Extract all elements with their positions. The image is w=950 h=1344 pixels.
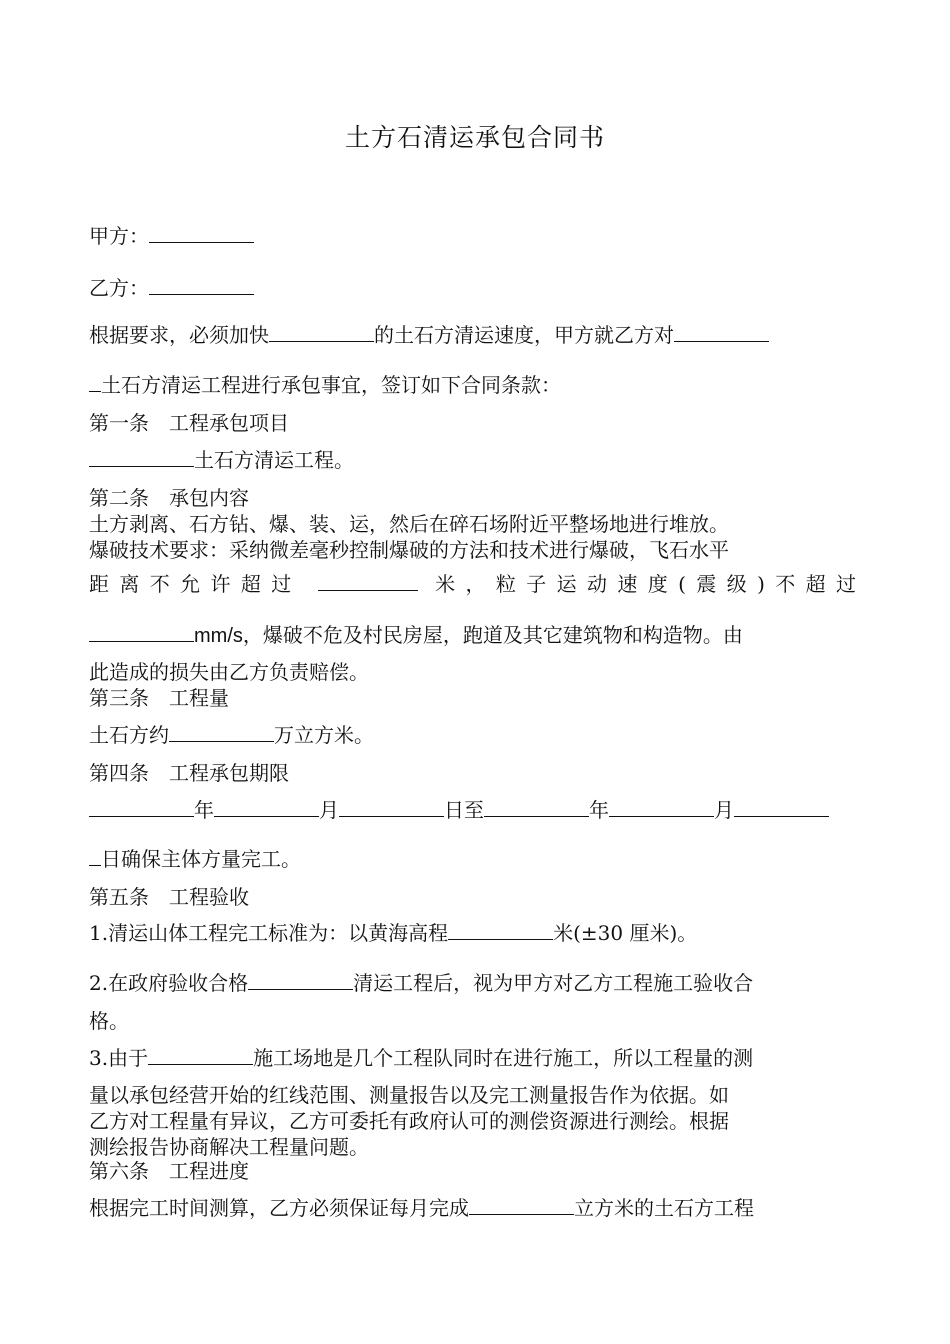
blank-particle-velocity	[89, 623, 194, 642]
blank-end-year	[484, 798, 589, 817]
intro-text-1a: 根据要求，必须加快	[89, 323, 269, 347]
article-5-item-2-cont: 格。	[89, 1009, 129, 1033]
article-5-text-2a: 2.在政府验收合格	[89, 971, 249, 995]
document-title: 土方石清运承包合同书	[344, 123, 605, 152]
article-2-text-3a: 距离不允许超过	[89, 572, 302, 596]
blank-intro-1	[269, 323, 374, 342]
blank-site	[148, 1046, 253, 1065]
article-4-title: 第四条 工程承包期限	[89, 761, 289, 785]
article-3-title: 第三条 工程量	[89, 686, 229, 710]
article-2-line-5: 此造成的损失由乙方负责赔偿。	[89, 660, 369, 684]
article-6-text-b: 立方米的土石方工程	[574, 1196, 754, 1220]
article-2-line-2: 爆破技术要求：采纳微差毫秒控制爆破的方法和技术进行爆破，飞石水平	[89, 538, 729, 562]
article-5-text-3a: 3.由于	[89, 1046, 149, 1070]
label-year-2: 年	[589, 798, 609, 822]
blank-end-month	[609, 798, 714, 817]
article-6-text-a: 根据完工时间测算，乙方必须保证每月完成	[89, 1196, 469, 1220]
article-4-text-2: 日确保主体方量完工。	[101, 847, 301, 871]
party-a-line	[89, 223, 864, 249]
article-5-text-1b: 米(±30 厘米)。	[553, 921, 698, 945]
article-3-text	[89, 722, 864, 748]
party-b-label: 乙方：	[89, 276, 149, 300]
blank-monthly-volume	[469, 1196, 574, 1215]
article-1-text	[89, 447, 864, 473]
article-3-text-b: 万立方米。	[274, 723, 374, 747]
article-2-line-3	[89, 571, 864, 597]
article-4-line-2	[89, 846, 864, 872]
blank-party-a	[149, 224, 254, 243]
blank-start-month	[214, 798, 319, 817]
article-5-title: 第五条 工程验收	[89, 885, 249, 909]
article-1-body: 土石方清运工程。	[194, 448, 354, 472]
article-5-item-3-line-2: 量以承包经营开始的红线范围、测量报告以及完工测量报告作为依据。如	[89, 1083, 729, 1107]
label-month-1: 月	[319, 798, 339, 822]
blank-volume	[169, 723, 274, 742]
blank-acceptance	[248, 971, 353, 990]
article-2-text-3b: 米，粒子运动速度(震级)不超过	[435, 572, 865, 596]
blank-article-1	[89, 448, 194, 467]
blank-end-day-cont	[89, 847, 101, 866]
article-6-text	[89, 1195, 864, 1221]
intro-line-1	[89, 322, 864, 348]
party-a-label: 甲方：	[89, 224, 149, 248]
article-2-line-4	[89, 622, 864, 649]
article-4-line-1	[89, 797, 864, 823]
article-3-text-a: 土石方约	[89, 723, 169, 747]
article-5-item-1	[89, 920, 864, 946]
article-5-item-2	[89, 970, 864, 996]
label-year-1: 年	[194, 798, 214, 822]
blank-start-day	[339, 798, 444, 817]
party-b-line	[89, 275, 864, 301]
blank-intro-2	[674, 323, 769, 342]
blank-end-day	[734, 798, 829, 817]
article-2-text-4: mm/s，爆破不危及村民房屋，跑道及其它建筑物和构造物。由	[194, 625, 743, 647]
article-2-title: 第二条 承包内容	[89, 486, 249, 510]
intro-text-1b: 的土石方清运速度，甲方就乙方对	[374, 323, 674, 347]
label-day-to: 日至	[444, 798, 484, 822]
article-2-line-1: 土方剥离、石方钻、爆、装、运，然后在碎石场附近平整场地进行堆放。	[89, 512, 729, 536]
blank-intro-2-cont	[89, 373, 101, 392]
article-5-item-3-line-3: 乙方对工程量有异议，乙方可委托有政府认可的测偿资源进行测绘。根据	[89, 1109, 729, 1133]
article-5-text-3b: 施工场地是几个工程队同时在进行施工，所以工程量的测	[253, 1046, 754, 1070]
article-5-item-3-line-4: 测绘报告协商解决工程量问题。	[89, 1135, 369, 1159]
article-5-text-1a: 1.清运山体工程完工标准为：以黄海高程	[89, 921, 449, 945]
blank-elevation	[448, 921, 553, 940]
article-5-item-3	[89, 1045, 864, 1071]
intro-line-2	[89, 372, 864, 398]
article-6-title: 第六条 工程进度	[89, 1159, 249, 1183]
article-1-title: 第一条 工程承包项目	[89, 411, 289, 435]
label-month-2: 月	[714, 798, 734, 822]
article-5-text-2b: 清运工程后，视为甲方对乙方工程施工验收合	[353, 971, 754, 995]
blank-fly-rock-distance	[318, 572, 418, 591]
blank-start-year	[89, 798, 194, 817]
intro-text-2: 土石方清运工程进行承包事宜，签订如下合同条款：	[101, 373, 561, 397]
blank-party-b	[149, 276, 254, 295]
